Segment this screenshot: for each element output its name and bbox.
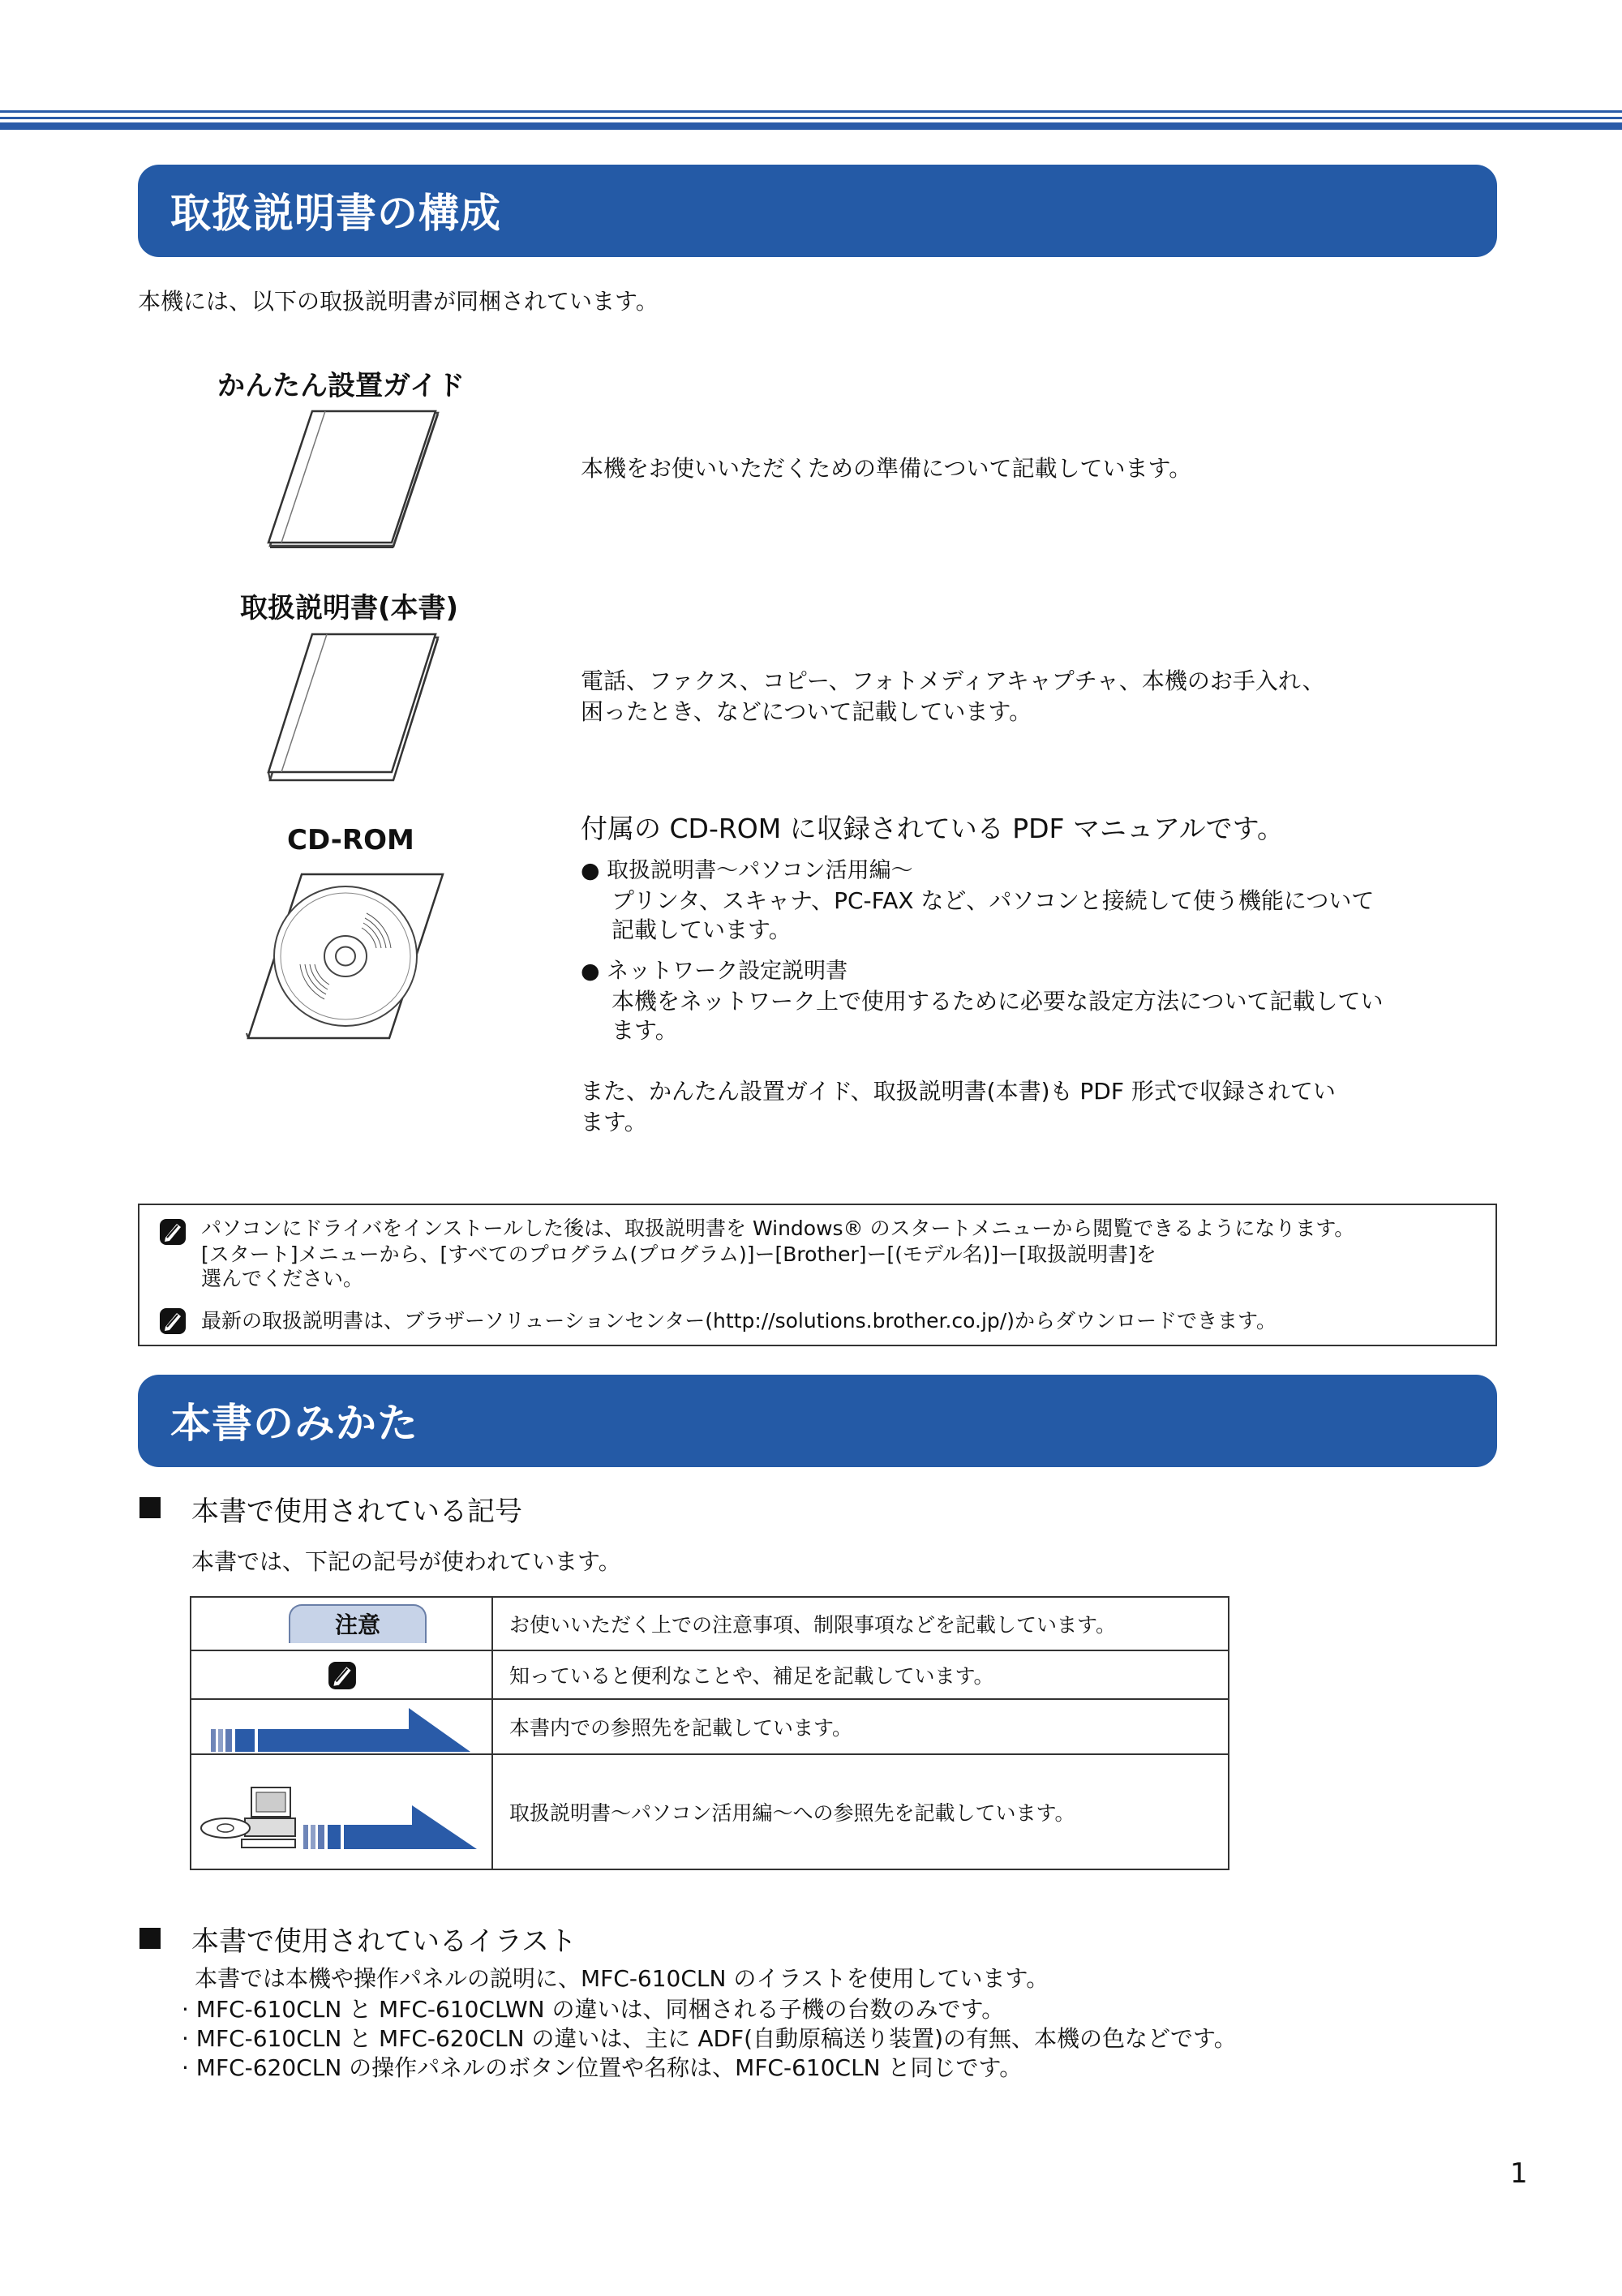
table-cell-symbol [191,1597,492,1650]
note-text-line: パソコンにドライバをインストールした後は、取扱説明書を Windows® のスタートメニューから閲覧できるようになります。 [201,1217,1355,1240]
cd-footer-line2: ます。 [581,1109,647,1135]
square-bullet-icon [139,1497,161,1518]
table-row [191,1699,1229,1754]
page-number: 1 [1510,2157,1528,2190]
doc-desc-this-manual-line2: 困ったとき、などについて記載しています。 [581,698,1032,725]
doc-label-cd-rom: CD-ROM [287,824,414,856]
illustration-text-line: · MFC-620CLN の操作パネルのボタン位置や名称は、MFC-610CLN と同じです。 [182,2054,1023,2081]
table-cell-desc: 取扱説明書〜パソコン活用編〜への参照先を記載しています。 [492,1754,1229,1869]
memo-icon [159,1218,187,1246]
cd-item-desc-network-line2: ます。 [611,1017,678,1044]
cd-rom-icon [243,869,446,1044]
doc-desc-this-manual-line1: 電話、ファクス、コピー、フォトメディアキャプチャ、本機のお手入れ、 [581,667,1325,694]
illustration-text-line: 本書では本機や操作パネルの説明に、MFC-610CLN のイラストを使用しています。 [195,1965,1049,1992]
table-cell-desc: お使いいただく上での注意事項、制限事項などを記載しています。 [492,1597,1229,1650]
caution-tab: 注意 [289,1604,427,1643]
table-row [191,1650,1229,1699]
cd-item-title-pc-guide: ● 取扱説明書〜パソコン活用編〜 [581,858,913,883]
table-cell-desc: 本書内での参照先を記載しています。 [492,1699,1229,1754]
cd-rom-heading: 付属の CD-ROM に収録されている PDF マニュアルです。 [581,813,1285,844]
table-cell-symbol [191,1650,492,1699]
subsection-intro-symbols: 本書では、下記の記号が使われています。 [191,1548,621,1575]
doc-desc-setup-guide: 本機をお使いいただくための準備について記載しています。 [581,455,1192,482]
note-text-line: 最新の取扱説明書は、ブラザーソリューションセンター(http://solutions.brother.co.jp/)からダウンロードできます。 [201,1309,1277,1333]
section-banner-structure [138,165,1497,257]
table-cell-desc: 知っていると便利なことや、補足を記載しています。 [492,1650,1229,1699]
note-box [138,1204,1497,1346]
doc-label-setup-guide: かんたん設置ガイド [217,370,465,402]
cd-item-desc-network-line1: 本機をネットワーク上で使用するために必要な設定方法について記載してい [611,988,1384,1015]
section-title: 本書のみかた [170,1400,418,1447]
pc-cd-reference-arrow-icon [200,1786,483,1854]
illustration-text-line: · MFC-610CLN と MFC-620CLN の違いは、主に ADF(自動原稿送り装置)の有無、本機の色などです。 [182,2025,1237,2052]
reference-arrow-icon [211,1706,478,1752]
table-cell-symbol [191,1754,492,1869]
note-text-line: [スタート]メニューから、[すべてのプログラム(プログラム)]ー[Brother]ー[(モデル名)]ー[取扱説明書]を [201,1242,1156,1266]
table-row [191,1754,1229,1869]
cd-item-title-network: ● ネットワーク設定説明書 [581,959,848,984]
square-bullet-icon [139,1928,161,1949]
memo-icon [159,1307,187,1335]
table-cell-symbol [191,1699,492,1754]
table-row [191,1597,1229,1650]
symbol-table [190,1596,1229,1870]
cd-item-desc-pc-guide-line1: プリンタ、スキャナ、PC-FAX など、パソコンと接続して使う機能について [611,887,1375,914]
cd-item-desc-pc-guide-line2: 記載しています。 [611,916,792,943]
booklet-icon [264,633,442,791]
booklet-icon [264,410,442,556]
subsection-title-illustrations: 本書で使用されているイラスト [191,1925,577,1958]
doc-label-this-manual: 取扱説明書(本書) [240,592,459,624]
subsection-title-symbols: 本書で使用されている記号 [191,1496,522,1528]
memo-icon [328,1661,357,1690]
section-title: 取扱説明書の構成 [170,190,501,237]
cd-footer-line1: また、かんたん設置ガイド、取扱説明書(本書)も PDF 形式で収録されてい [581,1078,1336,1105]
illustration-text-line: · MFC-610CLN と MFC-610CLWN の違いは、同梱される子機の台数のみです。 [182,1996,1005,2023]
note-text-line: 選んでください。 [201,1267,364,1290]
section-banner-how-to-read [138,1375,1497,1467]
section-intro: 本機には、以下の取扱説明書が同梱されています。 [138,288,659,315]
